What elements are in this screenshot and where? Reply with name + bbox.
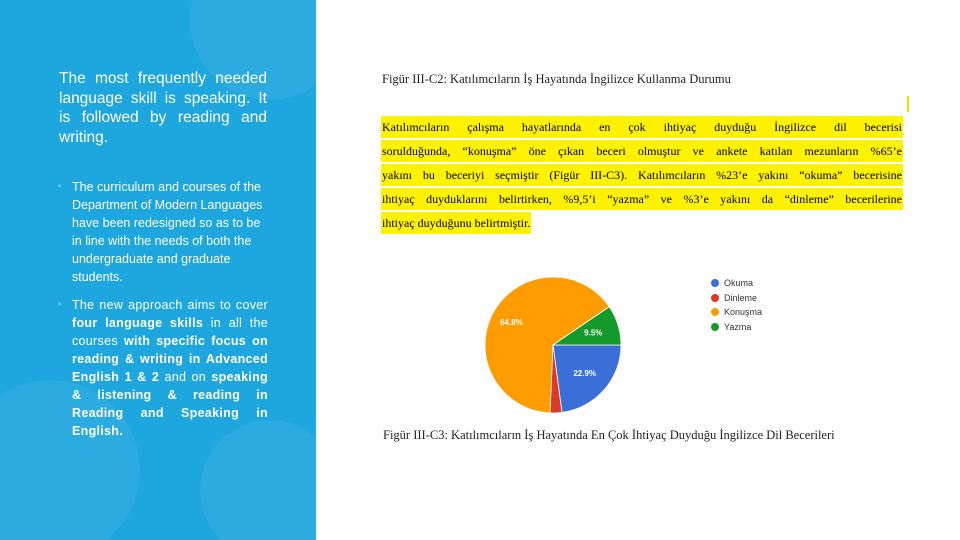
paragraph-line-text: yakını bu beceriyi seçmiştir (Figür III-C3). Katılımcıların %23’e yakını “okuma” becerisine <box>381 164 903 186</box>
legend-swatch <box>711 279 719 287</box>
paragraph-line-text: ihtiyaç duyduğunu belirtmiştir. <box>381 212 531 234</box>
legend-item-okuma <box>711 276 762 291</box>
legend-swatch <box>711 308 719 316</box>
bullet-bold-text: four language skills <box>72 316 204 330</box>
paragraph-line <box>381 164 903 188</box>
legend-label: Okuma <box>724 278 754 289</box>
bullet-text: in all the courses <box>72 316 268 348</box>
left-panel <box>0 0 316 540</box>
bullet-item <box>58 296 268 440</box>
bullet-bold-text: speaking & listening & reading in Reading and Speaking in English. <box>72 370 268 438</box>
bullet-text: The new approach aims to cover <box>72 298 268 312</box>
highlight-mark <box>907 96 909 112</box>
bullet-text: The curriculum and courses of the Department of Modern Languages have been redesigned so as to be in line with the needs of both the undergraduate and graduate students. <box>72 180 263 284</box>
paragraph-line <box>381 116 903 140</box>
pie-data-label: 9.5% <box>584 328 603 338</box>
legend-item-yazma <box>711 320 762 335</box>
paragraph-line <box>381 212 903 236</box>
pie-slice-okuma <box>553 345 621 412</box>
legend-item-konuşma <box>711 305 762 320</box>
highlighted-paragraph <box>381 116 903 236</box>
pie-chart <box>477 276 627 416</box>
intro-text: The most frequently needed language skill is speaking. It is followed by reading and writing. <box>59 70 267 146</box>
figure-caption: Figür III-C3: Katılımcıların İş Hayatında En Çok İhtiyaç Duyduğu İngilizce Dil Becerileri <box>383 428 835 442</box>
chart-legend <box>711 276 762 334</box>
bullet-marker: ◦ <box>58 181 62 192</box>
paragraph-line-text: ihtiyaç duyduklarını belirtirken, %9,5’i “yazma” ve %3’e yakını da “dinleme” becerilerine <box>381 188 903 210</box>
legend-item-dinleme <box>711 291 762 306</box>
legend-swatch <box>711 294 719 302</box>
bullet-bold-text: with specific focus on reading & writing in Advanced English 1 & 2 <box>72 334 268 384</box>
bullet-list <box>58 178 268 450</box>
bullet-marker: ◦ <box>58 299 62 310</box>
paragraph-line-text: Katılımcıların çalışma hayatlarında en çok ihtiyaç duyduğu İngilizce dil becerisi <box>381 116 903 138</box>
legend-label: Yazma <box>724 321 752 332</box>
legend-label: Konuşma <box>724 307 763 318</box>
paragraph-line <box>381 140 903 164</box>
figure-title: Figür III-C2: Katılımcıların İş Hayatında İngilizce Kullanma Durumu <box>382 72 731 86</box>
bullet-text: and on <box>159 370 212 384</box>
legend-swatch <box>711 323 719 331</box>
paragraph-line <box>381 188 903 212</box>
legend-label: Dinleme <box>724 292 758 303</box>
paragraph-line-text: sorulduğunda, “konuşma” öne çıkan beceri olmuştur ve ankete katılan mezunların %65’e <box>381 140 903 162</box>
bullet-item <box>58 178 268 286</box>
pie-data-label: 64.8% <box>500 317 523 327</box>
pie-data-label: 22.9% <box>573 368 597 378</box>
pie-chart-svg <box>477 276 627 416</box>
